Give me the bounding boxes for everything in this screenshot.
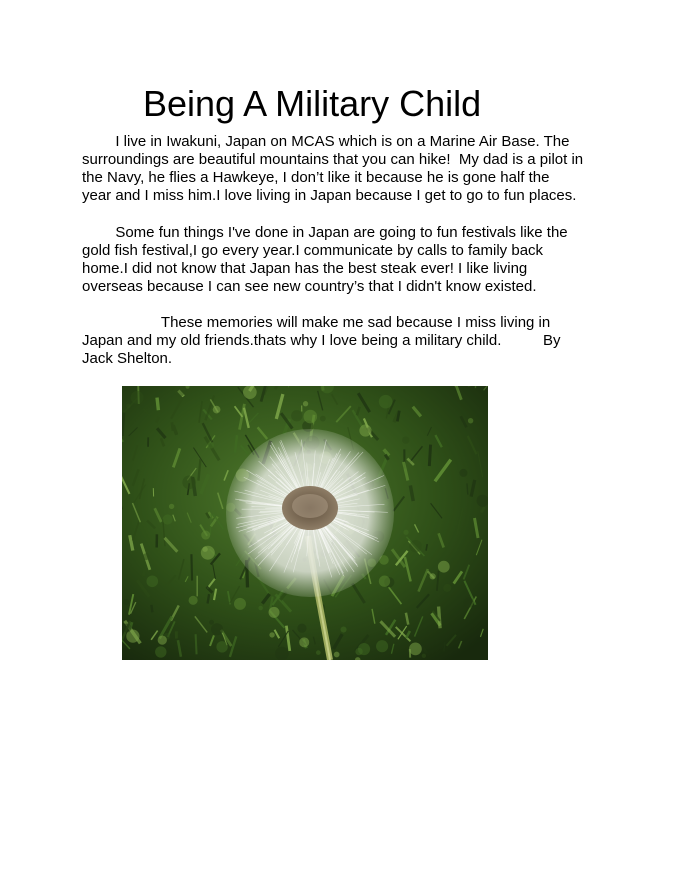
paragraph-1-line-4: year and I miss him.I love living in Japan because I get to go to fun places. xyxy=(82,187,577,204)
dandelion-photo-graphic xyxy=(122,386,488,660)
paragraph-3-line-1: These memories will make me sad because I miss living in xyxy=(82,314,551,331)
paragraph-2-line-1: Some fun things I've done in Japan are going to fun festivals like the xyxy=(82,224,568,241)
paragraph-2-line-4: overseas because I can see new country’s that I didn't know existed. xyxy=(82,278,537,295)
document-title: Being A Military Child xyxy=(143,83,482,124)
paragraph-1-line-3: the Navy, he flies a Hawkeye, I don’t like it because he is gone half the xyxy=(82,169,550,186)
dandelion-photo xyxy=(122,386,488,660)
paragraph-1-line-1: I live in Iwakuni, Japan on MCAS which is on a Marine Air Base. The xyxy=(82,133,570,150)
paragraph-3-line-2: Japan and my old friends.thats why I love being a military child. By xyxy=(82,332,561,349)
paragraph-1-line-2: surroundings are beautiful mountains that you can hike! My dad is a pilot in xyxy=(82,151,584,168)
paragraph-3-line-3: Jack Shelton. xyxy=(82,350,173,367)
paragraph-2-line-2: gold fish festival,I go every year.I communicate by calls to family back xyxy=(82,242,544,259)
paragraph-2-line-3: home.I did not know that Japan has the best steak ever! I like living xyxy=(82,260,528,277)
